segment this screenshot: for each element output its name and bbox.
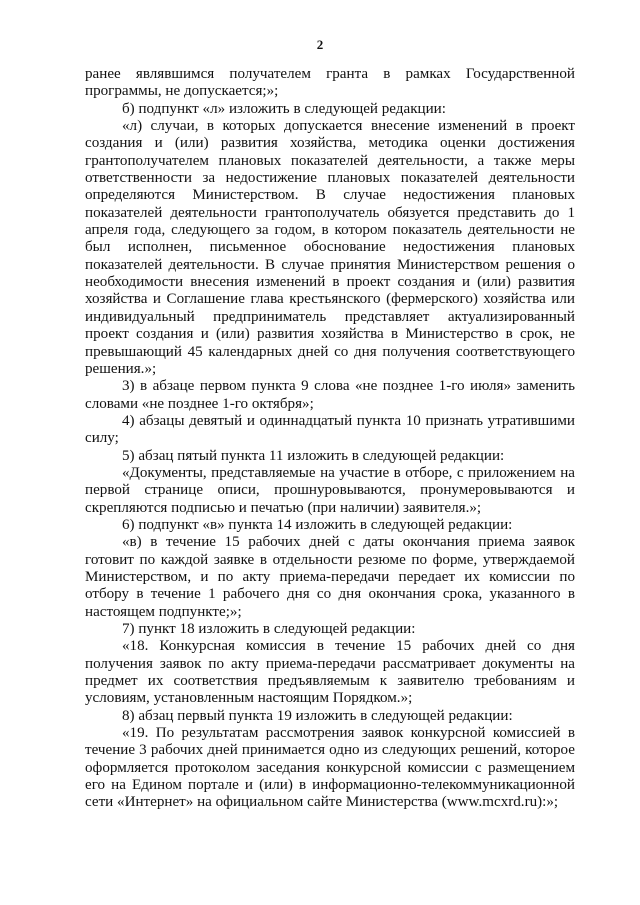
paragraph-item-6: 6) подпункт «в» пункта 14 изложить в следующей редакции:	[122, 516, 513, 533]
paragraph-subitem-l-text: «л) случаи, в которых допускается внесение изменений в проект создания и (или) развития хозяйства, методика оценки достижения грантополучателем плановых показателей деятельности, а также меры ответственности за недостижение плановых показателей деятельности определяются Министерством. В случае недостижения плановых показателей деятельности грантополучатель обязуется представить до 1 апреля года, следующего за годом, в котором показатель деятельности не был исполнен, письменное обоснование недостижения плановых показателей деятельности. В случае принятия Министерством решения о необходимости внесения изменений в проект создания и (или) развития хозяйства и Соглашение глава крестьянского (фермерского) хозяйства или индивидуальный предприниматель представляет актуализированный проект создания и (или) развития хозяйства в Министерство в срок, не превышающий 45 календарных дней со дня получения соответствующего решения.»;	[85, 118, 575, 377]
page-number: 2	[316, 37, 324, 52]
paragraph-continuation: ранее являвшимся получателем гранта в рамках Государственной программы, не допускается;»;	[85, 66, 575, 100]
paragraph-item-7-text: «18. Конкурсная комиссия в течение 15 рабочих дней со дня получения заявок по акту приема-передачи рассматривает документы на предмет их соответствия предъявляемым к заявителю требованиям и условиям, установленным настоящим Порядком.»;	[85, 638, 575, 707]
paragraph-item-7: 7) пункт 18 изложить в следующей редакции:	[122, 621, 416, 637]
paragraph-item-8-text: «19. По результатам рассмотрения заявок конкурсной комиссией в течение 3 рабочих дней принимается одно из следующих решений, которое оформляется протоколом заседания конкурсной комиссии с размещением его на Едином портале и (или) в информационно-телекоммуникационной сети «Интернет» на официальном сайте Министерства (www.mcxrd.ru):»;	[85, 725, 575, 811]
paragraph-item-5: 5) абзац пятый пункта 11 изложить в следующей редакции:	[122, 447, 505, 464]
paragraph-item-6-text: «в) в течение 15 рабочих дней с даты окончания приема заявок готовит по каждой заявке в отдельности резюме по форме, утверждаемой Министерством, и по акту приема-передачи передает их комиссии по отбору в течение 1 рабочего дня со дня окончания срока, указанного в настоящем подпункте;»;	[85, 534, 575, 620]
paragraph-item-5-text: «Документы, представляемые на участие в отборе, с приложением на первой странице описи, прошнуровываются, пронумеровываются и скрепляются подписью и печатью (при наличии) заявителя.»;	[85, 464, 575, 516]
document-body	[85, 66, 575, 812]
paragraph-item-3: 3) в абзаце первом пункта 9 слова «не позднее 1-го июля» заменить словами «не позднее 1-го октября»;	[85, 378, 575, 412]
paragraph-item-8: 8) абзац первый пункта 19 изложить в следующей редакции:	[122, 707, 513, 724]
paragraph-item-4: 4) абзацы девятый и одиннадцатый пункта 10 признать утратившими силу;	[85, 412, 575, 447]
paragraph-subitem-b: б) подпункт «л» изложить в следующей редакции:	[122, 100, 446, 117]
